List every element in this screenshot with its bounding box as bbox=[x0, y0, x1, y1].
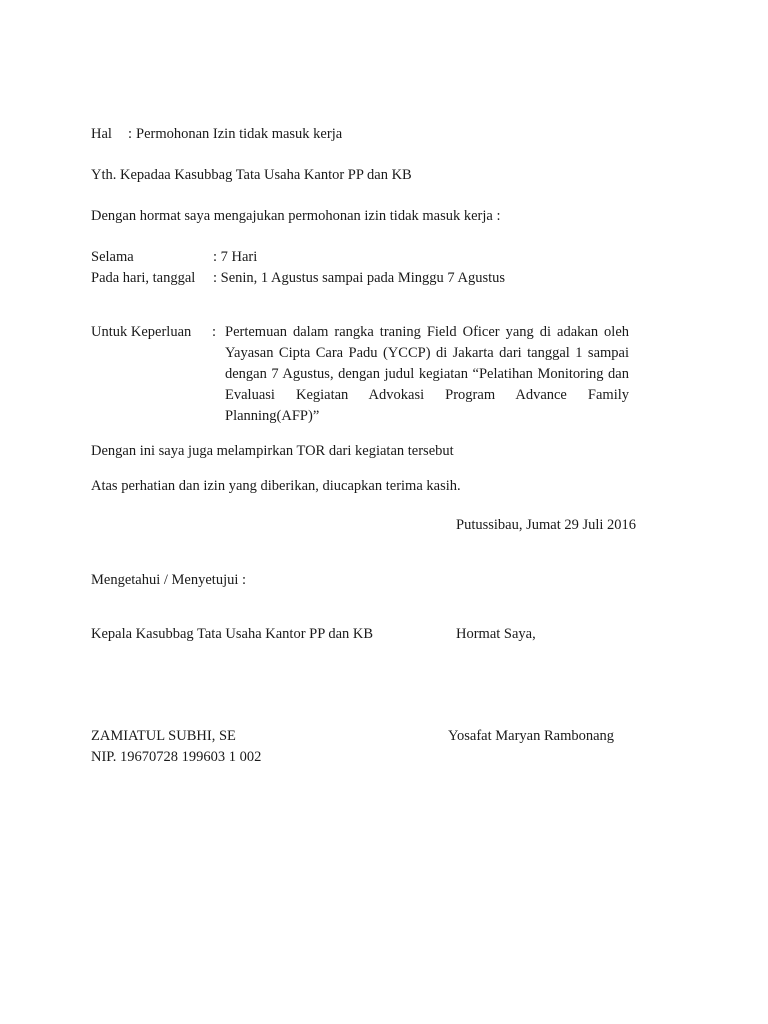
subject-label: Hal bbox=[91, 126, 112, 142]
sender-name: Yosafat Maryan Rambonang bbox=[448, 728, 615, 744]
purpose-label: Untuk Keperluan bbox=[91, 324, 192, 340]
subject-colon: : bbox=[128, 126, 133, 142]
opening-paragraph: Dengan hormat saya mengajukan permohonan izin tidak masuk kerja : bbox=[91, 208, 501, 224]
date-value: : Senin, 1 Agustus sampai pada Minggu 7 Agustus bbox=[213, 270, 506, 286]
acknowledged-label: Mengetahui / Menyetujui : bbox=[91, 572, 247, 588]
sender-closing: Hormat Saya, bbox=[456, 626, 536, 642]
approver-nip: NIP. 19670728 199603 1 002 bbox=[91, 749, 262, 765]
duration-value: : 7 Hari bbox=[213, 249, 258, 265]
subject-text: Permohonan Izin tidak masuk kerja bbox=[136, 126, 343, 142]
place-date: Putussibau, Jumat 29 Juli 2016 bbox=[456, 517, 637, 533]
addressee: Yth. Kepadaa Kasubbag Tata Usaha Kantor PP dan KB bbox=[91, 167, 412, 183]
approver-name: ZAMIATUL SUBHI, SE bbox=[91, 728, 236, 744]
attachment-note: Dengan ini saya juga melampirkan TOR dari kegiatan tersebut bbox=[91, 443, 454, 459]
purpose-colon: : bbox=[212, 324, 217, 340]
closing-sentence: Atas perhatian dan izin yang diberikan, diucapkan terima kasih. bbox=[91, 478, 461, 494]
purpose-text: Pertemuan dalam rangka traning Field Oficer yang di adakan oleh Yayasan Cipta Cara Padu (YCCP) di Jakarta dari tanggal 1 sampai dengan 7 Agustus, dengan judul kegiatan “Pelatihan Monitoring dan Evaluasi Kegiatan Advokasi Program Advance Family Planning(AFP)” bbox=[225, 324, 629, 424]
approver-title: Kepala Kasubbag Tata Usaha Kantor PP dan KB bbox=[91, 626, 374, 642]
duration-label: Selama bbox=[91, 249, 134, 265]
date-label: Pada hari, tanggal bbox=[91, 270, 196, 286]
